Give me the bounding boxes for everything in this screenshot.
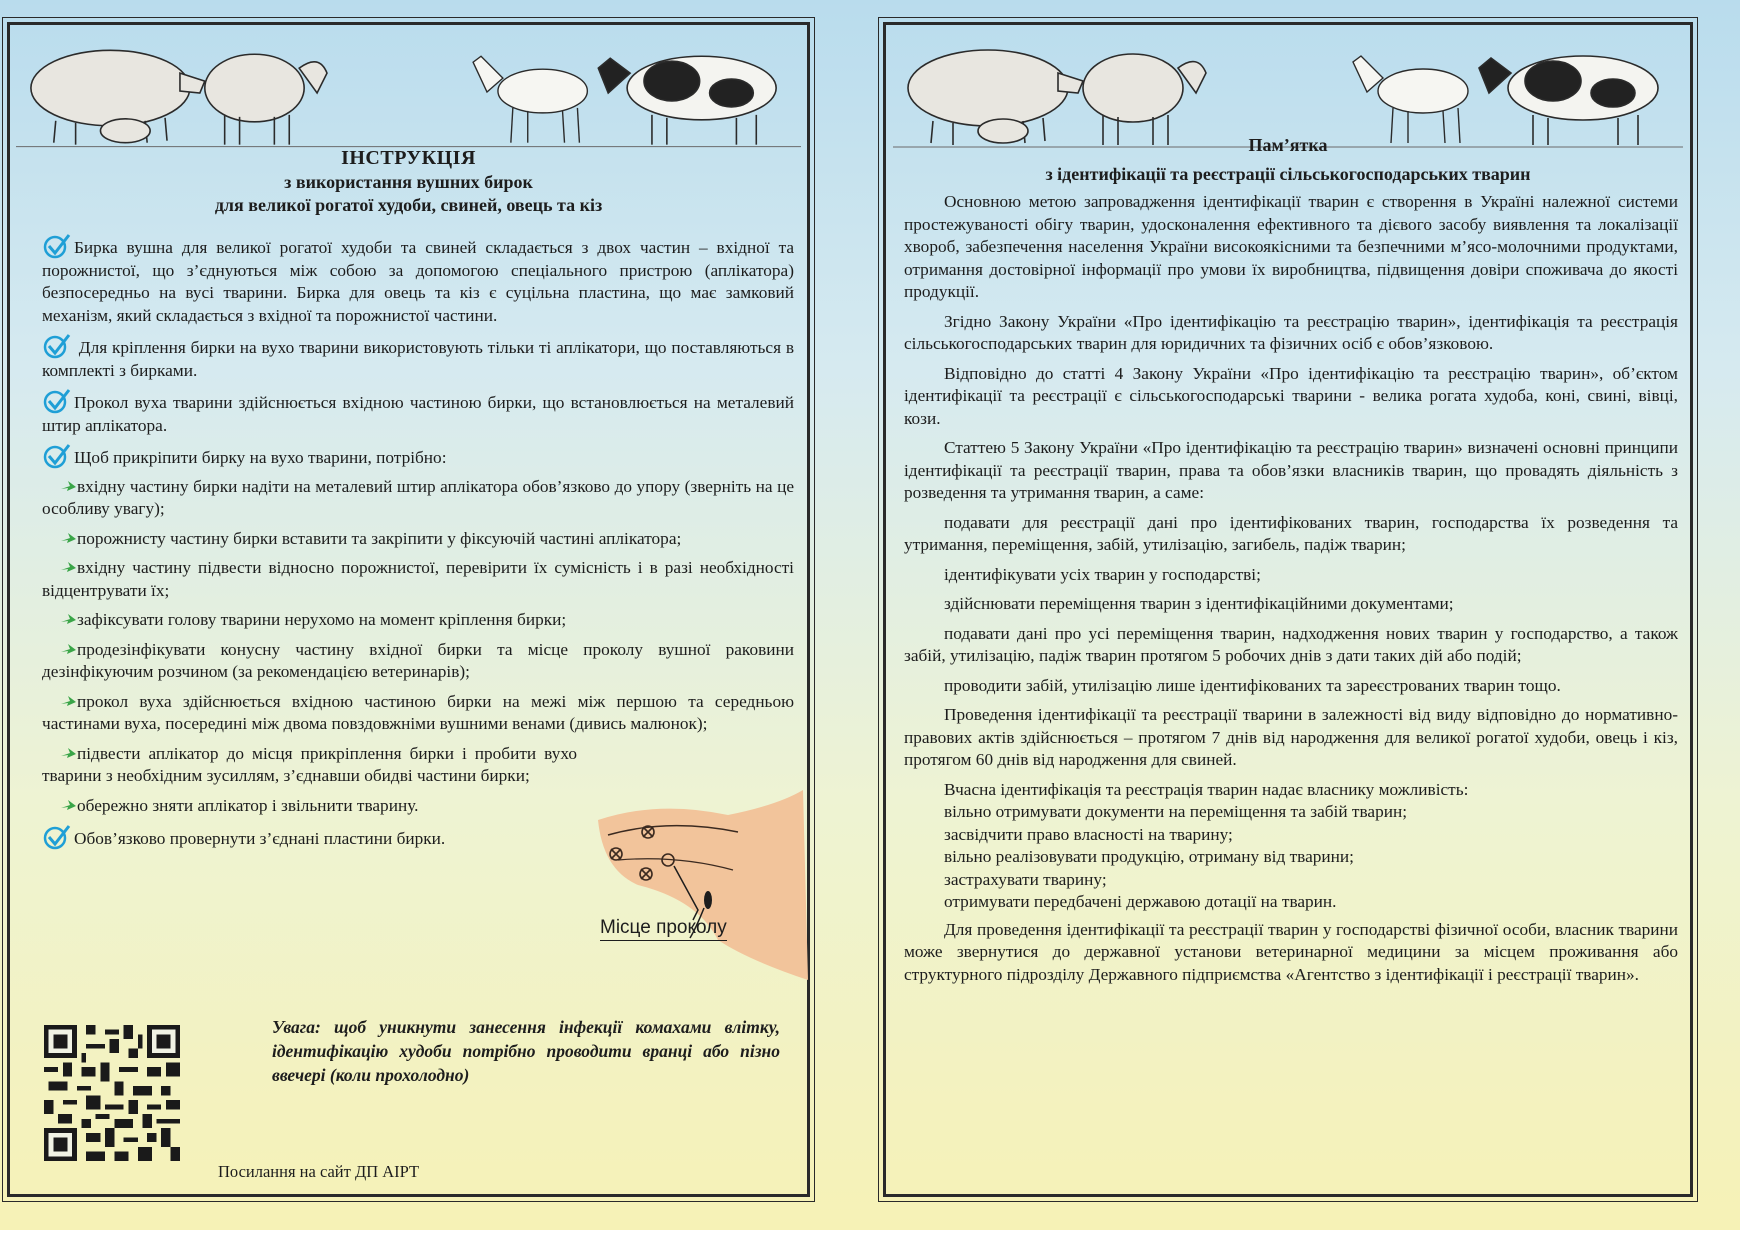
instruction-title: ІНСТРУКЦІЯ — [341, 147, 476, 169]
memo-title-block — [886, 135, 1690, 185]
green-arrow-icon — [60, 694, 77, 708]
memo-benefit-item: засвідчити право власності на тварину; — [944, 824, 1233, 844]
farm-animals-illustration — [16, 33, 801, 153]
green-arrow-icon — [60, 746, 77, 760]
qr-caption: Посилання на сайт ДП АІРТ — [218, 1162, 420, 1181]
memo-subtitle: з ідентифікації та реєстрації сільськогосподарських тварин — [1045, 164, 1531, 184]
memo-duty-item: ідентифікувати усіх тварин у господарстві; — [944, 564, 1261, 584]
memo-panel — [883, 22, 1693, 1197]
step-text: порожнисту частину бирки вставити та закріпити у фіксуючій частині аплікатора; — [77, 528, 682, 548]
step-text: підвести аплікатор до місця прикріплення бирки і пробити вухо тварини з необхідним зусиллям, з’єднавши обидві частини бирки; — [42, 743, 577, 785]
step-item — [42, 795, 577, 818]
memo-title: Пам’ятка — [1248, 135, 1328, 155]
memo-duty-item: здійснювати переміщення тварин з ідентифікаційними документами; — [944, 594, 1454, 613]
step-item — [42, 476, 794, 521]
checkmark-circle-icon — [42, 824, 72, 850]
instruction-panel — [7, 22, 810, 1197]
step-item — [42, 557, 794, 602]
checkmark-circle-icon — [42, 443, 72, 469]
checkmark-circle-icon — [42, 388, 72, 414]
memo-benefit-item: вільно реалізовувати продукцію, отриману від тварини; — [944, 847, 1354, 866]
instruction-item-text: Для кріплення бирки на вухо тварини використовують тільки ті аплікатори, що поставляються в комплекті з бирками. — [42, 338, 794, 380]
step-text: продезінфікувати конусну частину вхідної бирки та місце проколу вушної раковини дезінфікуючим розчином (за рекомендацією ветеринарів); — [42, 639, 794, 681]
puncture-site-label: Місце проколу — [600, 917, 727, 941]
green-arrow-icon — [60, 612, 77, 626]
green-arrow-icon — [60, 531, 77, 545]
instruction-item — [42, 333, 794, 382]
ear-svg — [598, 790, 808, 980]
instruction-subtitle-1: з використання вушних бирок — [284, 172, 533, 192]
green-arrow-icon — [60, 560, 77, 574]
checkmark-circle-icon — [42, 333, 72, 359]
step-text: зафіксувати голову тварини нерухомо на момент кріплення бирки; — [77, 610, 567, 629]
instruction-item-text: Бирка вушна для великої рогатої худоби та свиней складається з двох частин – вхідної та порожнистої, що з’єднуються між собою за допомогою спеціального пристрою (аплікатора) безпосередньо на вусі тварини. Бирка для овець та кіз є суцільна пластина, що має замковий механізм, який складається з вхідної та порожнистої частини. — [42, 238, 794, 325]
instruction-final-text: Обов’язково провернути з’єднані пластини бирки. — [74, 829, 446, 848]
memo-body — [904, 191, 1678, 993]
instruction-item-text: Прокол вуха тварини здійснюється вхідною частиною бирки, що встановлюється на металевий штир аплікатора. — [42, 393, 794, 435]
instruction-item-text: Щоб прикріпити бирку на вухо тварини, потрібно: — [74, 448, 447, 467]
step-text: обережно зняти аплікатор і звільнити тварину. — [77, 795, 419, 815]
instruction-subtitle-2: для великої рогатої худоби, свиней, овець та кіз — [214, 195, 603, 215]
memo-paragraph: Відповідно до статті 4 Закону України «Про ідентифікацію та реєстрацію тварин», об’єктом ідентифікації та реєстрації є сільськогосподарські тварини - велика рогата худоба, коні, свині, вівці, кози. — [904, 363, 1678, 428]
qr-code-svg — [44, 1025, 180, 1161]
memo-timing-paragraph: Проведення ідентифікації та реєстрації тварини в залежності від виду відповідно до нормативно-правових актів здійснюється – протягом 7 днів від народження для великої рогатої худоби, овець і кіз, протягом 60 днів від народження для свиней. — [904, 705, 1678, 769]
instruction-item — [42, 388, 794, 437]
memo-paragraph: Статтею 5 Закону України «Про ідентифікацію та реєстрацію тварин» визначені основні принципи ідентифікації та реєстрації тварин, права та обов’язки власників тварин, що провадять діяльність з розведення та утримання тварин, а саме: — [904, 438, 1678, 502]
memo-benefit-item: отримувати передбачені державою дотації на тварин. — [944, 892, 1337, 911]
memo-duty-item: подавати дані про усі переміщення тварин, надходження нових тварин у господарство, а також забій, утилізацію, падіж тварин протягом 5 робочих днів з дати таких дій або подій; — [904, 623, 1678, 665]
qr-code[interactable] — [44, 1025, 180, 1161]
memo-benefits-list — [904, 779, 1678, 914]
animals-svg — [16, 33, 801, 153]
memo-benefit-item: застрахувати тварину; — [944, 869, 1107, 889]
memo-duty-item: подавати для реєстрації дані про ідентифікованих тварин, господарства їх розведення та утримання, переміщення, забій, утилізацію, загибель, падіж тварин; — [904, 512, 1678, 554]
checkmark-circle-icon — [42, 233, 72, 259]
step-text: вхідну частину бирки надіти на металевий штир аплікатора обов’язково до упору (зверніть на це особливу увагу); — [42, 476, 794, 518]
step-item — [42, 691, 794, 736]
memo-benefits-intro: Вчасна ідентифікація та реєстрація тварин надає власнику можливість: — [944, 779, 1469, 799]
green-arrow-icon — [60, 642, 77, 656]
instruction-body — [42, 233, 794, 857]
memo-benefit-item: вільно отримувати документи на переміщення та забій тварин; — [944, 802, 1408, 821]
warning-note: Увага: щоб уникнути занесення інфекції комахами влітку, ідентифікацію худоби потрібно проводити вранці або пізно ввечері (коли прохолодно) — [272, 1017, 780, 1085]
step-item — [42, 639, 794, 684]
instruction-final-item — [42, 824, 577, 851]
step-item — [42, 743, 577, 788]
step-item — [42, 528, 794, 551]
step-item — [42, 609, 794, 632]
instruction-item — [42, 443, 794, 470]
memo-paragraph: Основною метою запровадження ідентифікації тварин є створення в Україні належної системи простежуваності обігу тварин, удосконалення ефективного та дієвого засобу виявлення та локалізації хвороб, забезпечення населення України високоякісними та безпечними м’ясо-молочними продуктами, отримання достовірної інформації про умови їх виробництва, підвищення довіри споживача до якості продукції. — [904, 192, 1678, 301]
step-text: прокол вуха здійснюється вхідною частиною бирки на межі між першою та середньою частинами вуха, посередині між двома повздовжніми вушними венами (дивись малюнок); — [42, 691, 794, 733]
instruction-item — [42, 233, 794, 327]
memo-closing: Для проведення ідентифікації та реєстрації тварин у господарстві фізичної особи, власник тварини може звернутися до державної установи ветеринарної медицини за місцем проживання або структурного підрозділу Державного підприємства «Агентство з ідентифікації і реєстрації тварин». — [904, 919, 1678, 984]
green-arrow-icon — [60, 798, 77, 812]
memo-duty-item: проводити забій, утилізацію лише ідентифікованих та зареєстрованих тварин тощо. — [944, 675, 1561, 695]
instruction-title-block — [10, 147, 807, 216]
step-text: вхідну частину підвести відносно порожнистої, перевірити їх сумісність і в разі необхідності відцентрувати їх; — [42, 558, 794, 600]
memo-paragraph: Згідно Закону України «Про ідентифікацію та реєстрацію тварин», ідентифікація та реєстрація сільськогосподарських тварин для юридичних та фізичних осіб є обов’язковою. — [904, 311, 1678, 353]
green-arrow-icon — [60, 479, 77, 493]
ear-puncture-diagram — [598, 790, 808, 980]
